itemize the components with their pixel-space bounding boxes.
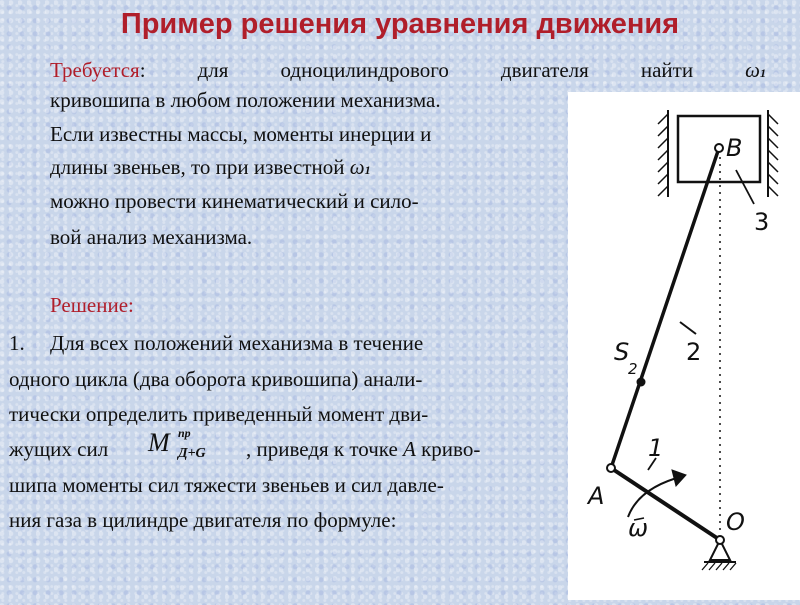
label-link-3: 3 <box>754 208 770 236</box>
requirement-word-4: найти <box>640 58 694 82</box>
label-s: S <box>614 338 630 366</box>
omega-subscript: 1 <box>760 66 766 80</box>
paragraph2-line-2-wrap <box>50 155 371 180</box>
solution-line-6: ния газа в цилиндре двигателя по формуле: <box>9 508 397 532</box>
paragraph2-line-4: вой анализ механизма. <box>50 225 253 249</box>
requirement-word-3: двигателя <box>500 58 589 82</box>
omega-symbol: ω <box>745 58 760 82</box>
rod-leader-line <box>680 322 696 334</box>
right-wall-hatching <box>768 114 778 196</box>
label-a: A <box>588 482 605 510</box>
requirement-line <box>50 58 766 83</box>
label-b: B <box>726 134 743 162</box>
rotation-arrowhead <box>672 470 686 486</box>
solution-line-1: Для всех положений механизма в течение <box>50 331 424 355</box>
slide-title: Пример решения уравнения движения <box>120 8 680 40</box>
center-of-mass-s2 <box>637 378 646 387</box>
connecting-rod <box>611 148 719 468</box>
label-link-1: 1 <box>648 434 664 462</box>
solution-number: 1. <box>9 331 25 355</box>
solution-line-2: одного цикла (два оборота кривошипа) анали- <box>9 367 423 391</box>
solution-label: Решение: <box>50 293 134 317</box>
mechanism-figure <box>568 92 800 600</box>
solution-line-4-post-a: , приведя к точке <box>246 437 404 461</box>
omega-subscript: 1 <box>364 163 371 177</box>
solution-line-4-pre: жущих сил <box>9 437 109 461</box>
joint-b <box>715 144 723 152</box>
label-s-sub: 2 <box>628 360 638 378</box>
formula-symbol: M <box>148 428 170 457</box>
requirement-word-1: для <box>197 58 229 82</box>
solution-line-4-post-b: криво- <box>415 437 481 461</box>
paragraph2-line-2: длины звеньев, то при известной <box>50 155 345 179</box>
requirement-label: Требуется <box>50 58 140 82</box>
joint-a <box>607 464 615 472</box>
solution-line-5: шипа моменты сил тяжести звеньев и сил давле- <box>9 473 444 497</box>
paragraph2-line-1: Если известны массы, моменты инерции и <box>50 122 432 146</box>
support-hatching <box>702 563 736 570</box>
requirement-word-2: одноцилиндрового <box>280 58 449 82</box>
solution-line-3: тически определить приведенный момент дви- <box>9 402 429 426</box>
slider-leader-line <box>736 170 754 204</box>
point-a-label: А <box>403 437 416 461</box>
label-o: O <box>726 508 745 536</box>
requirement-lead <box>50 58 146 83</box>
formula-superscript: пр <box>178 426 191 440</box>
requirement-omega <box>745 58 766 83</box>
requirement-colon: : <box>139 58 146 82</box>
crank-slider-diagram <box>568 92 800 600</box>
label-omega: ω <box>628 514 649 542</box>
left-wall-hatching <box>658 114 668 196</box>
omega-symbol: ω <box>349 155 365 179</box>
label-link-2: 2 <box>686 338 702 366</box>
formula-subscript: Д+G <box>178 446 206 461</box>
joint-o <box>716 536 724 544</box>
paragraph2-line-3: можно провести кинематический и сило- <box>50 189 419 213</box>
solution-line-4-post <box>246 437 480 462</box>
requirement-line-2: кривошипа в любом положении механизма. <box>50 88 441 112</box>
